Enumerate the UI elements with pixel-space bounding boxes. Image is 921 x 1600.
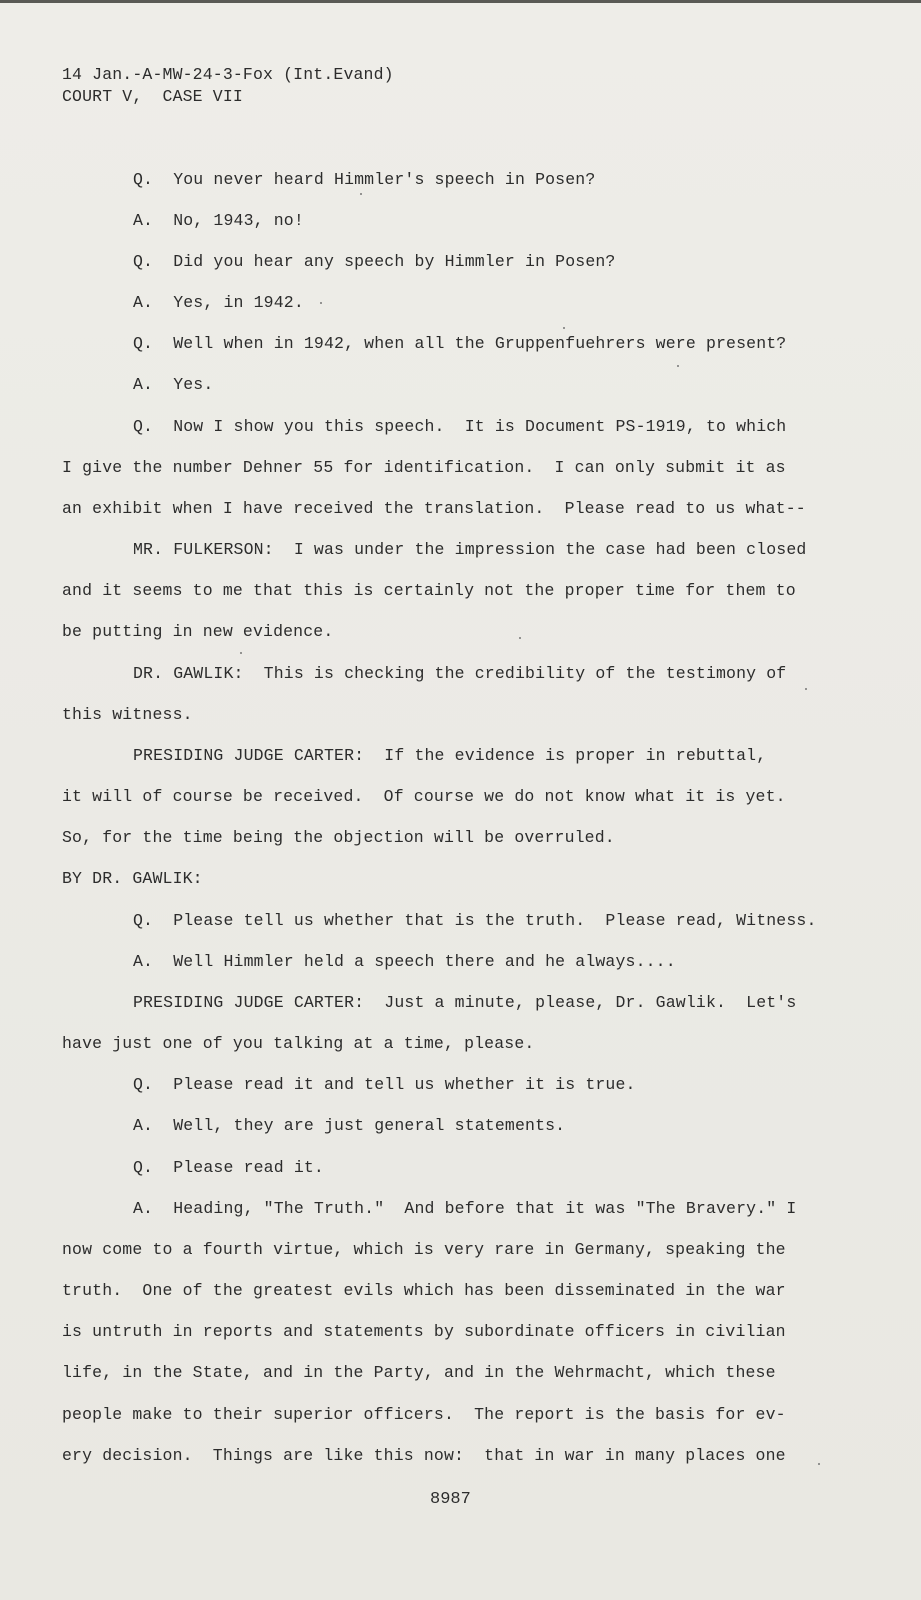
transcript-line: Q. Did you hear any speech by Himmler in Posen? xyxy=(133,252,616,271)
transcript-line: A. Heading, "The Truth." And before that it was "The Bravery." I xyxy=(133,1199,797,1218)
page-top-edge xyxy=(0,0,921,3)
paper-speck xyxy=(320,302,322,304)
transcript-line: A. Well, they are just general statements. xyxy=(133,1116,566,1135)
transcript-line: people make to their superior officers. The report is the basis for ev- xyxy=(62,1405,786,1424)
transcript-line: So, for the time being the objection will be overruled. xyxy=(62,828,615,847)
transcript-line: life, in the State, and in the Party, and in the Wehrmacht, which these xyxy=(62,1363,776,1382)
transcript-line: this witness. xyxy=(62,705,193,724)
transcript-line: A. Well Himmler held a speech there and he always.... xyxy=(133,952,676,971)
transcript-line: now come to a fourth virtue, which is very rare in Germany, speaking the xyxy=(62,1240,786,1259)
transcript-line: Q. You never heard Himmler's speech in Posen? xyxy=(133,170,596,189)
transcript-line: DR. GAWLIK: This is checking the credibility of the testimony of xyxy=(133,664,787,683)
paper-speck xyxy=(818,1463,820,1465)
transcript-line: BY DR. GAWLIK: xyxy=(62,869,203,888)
paper-speck xyxy=(519,637,521,639)
paper-speck xyxy=(563,327,565,329)
header-court: COURT V, CASE VII xyxy=(62,87,243,106)
transcript-line: MR. FULKERSON: I was under the impression the case had been closed xyxy=(133,540,807,559)
transcript-line: Q. Now I show you this speech. It is Document PS-1919, to which xyxy=(133,417,787,436)
transcript-line: PRESIDING JUDGE CARTER: Just a minute, please, Dr. Gawlik. Let's xyxy=(133,993,797,1012)
transcript-line: truth. One of the greatest evils which has been disseminated in the war xyxy=(62,1281,786,1300)
transcript-line: A. Yes, in 1942. xyxy=(133,293,304,312)
paper-speck xyxy=(240,652,242,654)
transcript-line: Q. Please read it and tell us whether it is true. xyxy=(133,1075,636,1094)
transcript-line: Q. Please read it. xyxy=(133,1158,324,1177)
transcript-line: Q. Well when in 1942, when all the Gruppenfuehrers were present? xyxy=(133,334,787,353)
header-reference: 14 Jan.-A-MW-24-3-Fox (Int.Evand) xyxy=(62,65,394,84)
paper-speck xyxy=(805,688,807,690)
transcript-line: be putting in new evidence. xyxy=(62,622,334,641)
transcript-line: ery decision. Things are like this now: that in war in many places one xyxy=(62,1446,786,1465)
transcript-line: Q. Please tell us whether that is the truth. Please read, Witness. xyxy=(133,911,817,930)
transcript-line: I give the number Dehner 55 for identification. I can only submit it as xyxy=(62,458,786,477)
transcript-line: A. No, 1943, no! xyxy=(133,211,304,230)
transcript-line: and it seems to me that this is certainly not the proper time for them to xyxy=(62,581,796,600)
transcript-line: an exhibit when I have received the translation. Please read to us what-- xyxy=(62,499,806,518)
paper-speck xyxy=(360,193,362,195)
page-number: 8987 xyxy=(430,1490,471,1509)
paper-speck xyxy=(677,365,679,367)
transcript-line: have just one of you talking at a time, please. xyxy=(62,1034,535,1053)
transcript-line: PRESIDING JUDGE CARTER: If the evidence is proper in rebuttal, xyxy=(133,746,767,765)
transcript-line: A. Yes. xyxy=(133,375,214,394)
transcript-line: it will of course be received. Of course we do not know what it is yet. xyxy=(62,787,786,806)
transcript-line: is untruth in reports and statements by subordinate officers in civilian xyxy=(62,1322,786,1341)
